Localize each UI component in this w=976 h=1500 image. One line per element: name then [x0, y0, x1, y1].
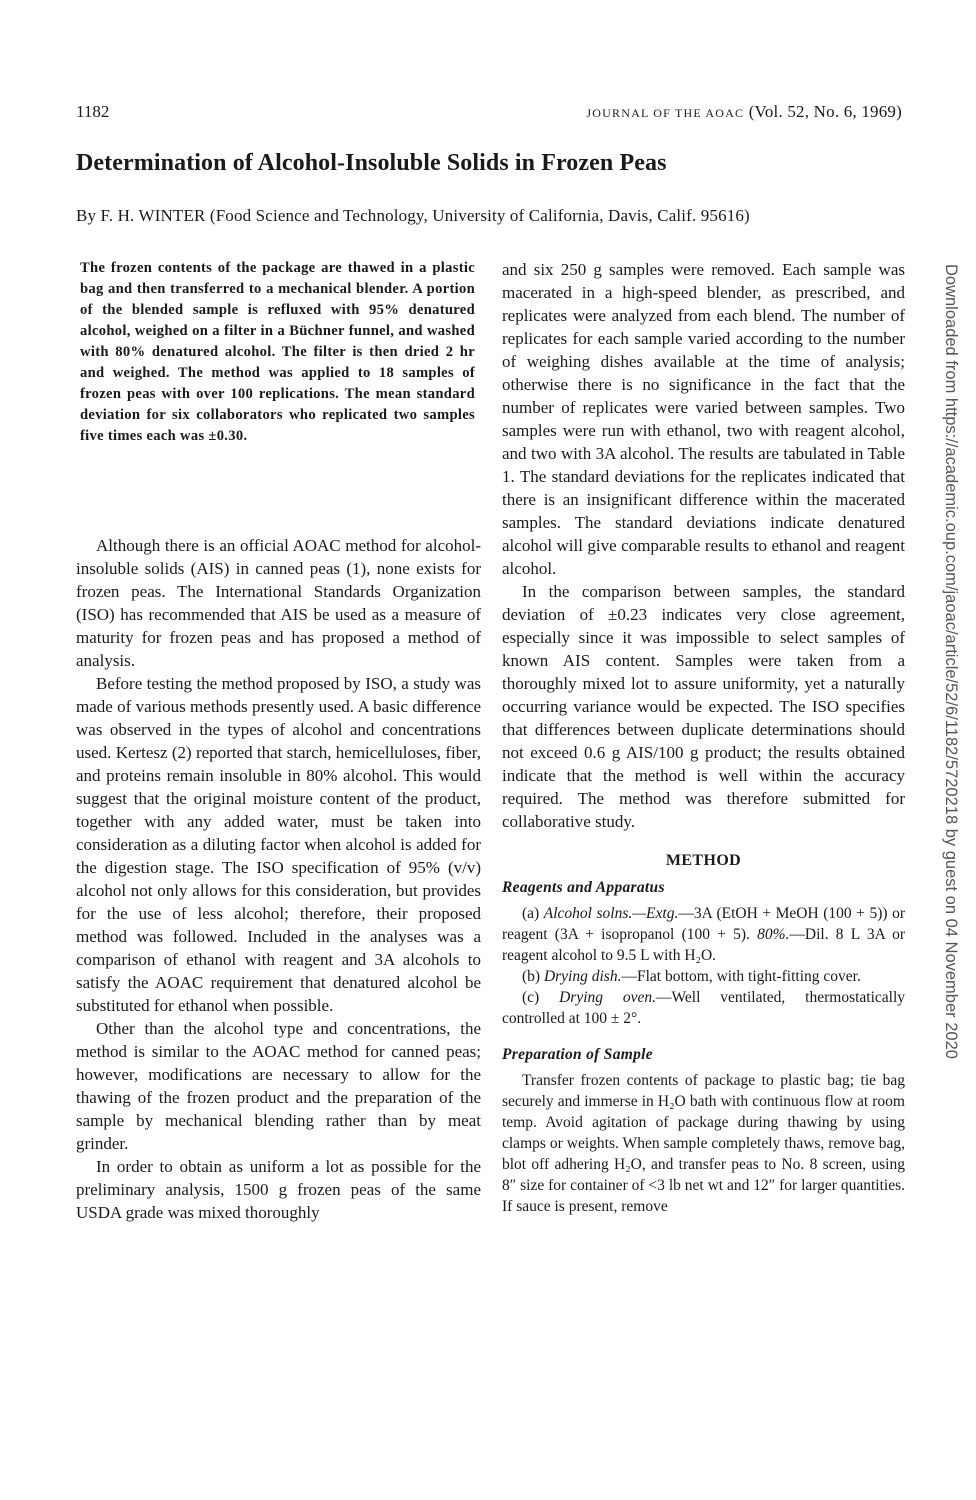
item-name: Drying oven. — [559, 989, 657, 1006]
method-item-b — [502, 966, 905, 987]
abstract-block — [76, 258, 481, 520]
right-column — [502, 258, 905, 1217]
body-paragraph: Before testing the method proposed by ISO, a study was made of various methods presently used. A basic difference was observed in the types of alcohol and concentrations used. Kertesz (2) reported that starch, hemicelluloses, fiber, and proteins remain insoluble in 80% alcohol. This would suggest that the original moisture content of the product, together with any added water, must be taken into consideration as a diluting factor when alcohol is added for the digestion stage. The ISO specification of 95% (v/v) alcohol not only allows for this consideration, but provides for the use of less alcohol; therefore, their proposed method was followed. Included in the analyses was a comparison of ethanol with reagent and 3A alcohols to satisfy the AOAC requirement that denatured alcohol be substituted for ethanol when possible. — [76, 674, 481, 1015]
body-paragraph: In the comparison between samples, the standard deviation of ±0.23 indicates very close agreement, especially since it was impossible to select samples of known AIS content. Samples were taken from a thoroughly mixed lot to assure uniformity, yet a naturally occurring variance would be expected. The ISO specifies that differences between duplicate determinations should not exceed 0.6 g AIS/100 g product; the results obtained indicate that the method is well within the accuracy required. The method was therefore submitted for collaborative study. — [502, 582, 905, 831]
running-header — [76, 102, 902, 128]
item-text: —Flat bottom, with tight-fitting cover. — [621, 968, 861, 985]
method-item-c — [502, 987, 905, 1029]
body-paragraph: Other than the alcohol type and concentrations, the method is similar to the AOAC method for canned peas; however, modifications are necessary to allow for the thawing of the frozen product and the preparation of the sample by mechanical blending rather than by meat grinder. — [76, 1019, 481, 1153]
page-number: 1182 — [76, 102, 110, 121]
section-heading-method: METHOD — [665, 852, 742, 869]
subheading-reagents: Reagents and Apparatus — [502, 879, 665, 896]
body-paragraph: and six 250 g samples were removed. Each sample was macerated in a high-speed blender, as prescribed, and replicates were analyzed from each blend. The number of replicates for each sample varied according to the number of weighing dishes available at the time of analysis; otherwise there is no significance in the fact that the number of replicates were varied between samples. Two samples were run with ethanol, two with reagent alcohol, and two with 3A alcohol. The results are tabulated in Table 1. The standard deviations for the replicates indicated that there is an insignificant difference within the macerated samples. The standard deviations indicate denatured alcohol will give comparable results to ethanol and reagent alcohol. — [502, 260, 905, 578]
item-name: Alcohol solns. — [543, 905, 633, 922]
item-label: (b) — [522, 968, 541, 985]
abstract: The frozen contents of the package are thawed in a plastic bag and then transferred to a mechanical blender. A portion of the blended sample is refluxed with 95% denatured alcohol, weighed on a filter in a Büchner funnel, and washed with 80% denatured alcohol. The filter is then dried 2 hr and weighed. The method was applied to 18 samples of frozen peas with over 100 replications. The mean standard deviation for six collaborators who replicated two samples five times each was ±0.30. — [80, 260, 475, 444]
item-label: (c) — [522, 989, 540, 1006]
journal-name: JOURNAL OF THE AOAC — [586, 106, 745, 120]
method-item-a — [502, 903, 905, 966]
item-text: —Dil. 8 L 3A or reagent alcohol to 9.5 L with H₂O. — [502, 926, 906, 964]
preparation-text: Transfer frozen contents of package to plastic bag; tie bag securely and immerse in H₂O bath with continuous flow at room temp. Avoid agitation of package during thawing by using clamps or weights. When sample completely thaws, remove bag, blot off adhering H₂O, and transfer peas to No. 8 screen, using 8″ size for container of <3 lb net wt and 12″ for larger quantities. If sauce is present, remove — [502, 1072, 905, 1215]
author-byline: By F. H. WINTER (Food Science and Technology, University of California, Davis, Calif. 95616) — [76, 206, 750, 225]
body-paragraph: Although there is an official AOAC method for alcohol-insoluble solids (AIS) in canned peas (1), none exists for frozen peas. The International Standards Organization (ISO) has recommended that AIS be used as a measure of maturity for frozen peas and has proposed a method of analysis. — [76, 536, 481, 670]
item-text: —Well ventilated, thermostatically controlled at 100 ± 2°. — [502, 989, 906, 1027]
item-subname: —Extg. — [632, 905, 679, 922]
left-column — [76, 258, 481, 1224]
journal-citation — [586, 102, 902, 122]
article-title: Determination of Alcohol-Insoluble Solids in Frozen Peas — [76, 150, 667, 176]
subheading-preparation: Preparation of Sample — [502, 1046, 653, 1063]
journal-volume: (Vol. 52, No. 6, 1969) — [748, 102, 902, 121]
item-name: Drying dish. — [543, 968, 622, 985]
item-text: —3A (EtOH + MeOH (100 + 5)) or reagent (3A + isopropanol (100 + 5). — [502, 905, 905, 943]
body-paragraph: In order to obtain as uniform a lot as possible for the preliminary analysis, 1500 g frozen peas of the same USDA grade was mixed thoroughly — [76, 1157, 481, 1222]
item-name: 80%. — [757, 926, 790, 943]
item-label: (a) — [522, 905, 540, 922]
download-watermark: Downloaded from https://academic.oup.com/jaoac/article/52/6/1182/5720218 by guest on 04 November 2020 — [942, 264, 960, 1059]
